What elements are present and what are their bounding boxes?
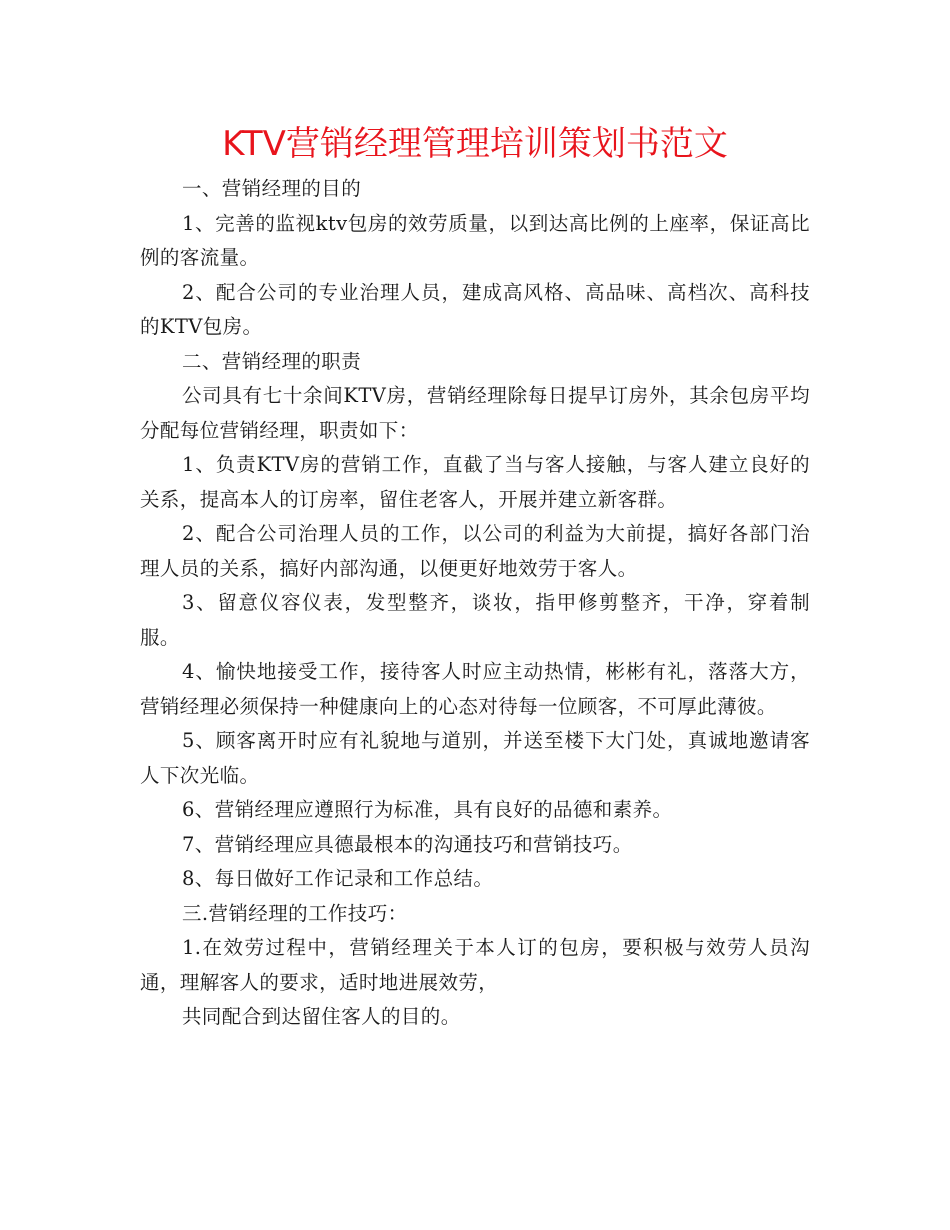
document-title: KTV营销经理管理培训策划书范文 — [222, 124, 728, 164]
document-body — [140, 172, 810, 1035]
paragraph-section-3-heading: 三.营销经理的工作技巧： — [182, 901, 408, 925]
paragraph: 4、愉快地接受工作，接待客人时应主动热情，彬彬有礼，落落大方，营销经理必须保持一种健康向上的心态对待每一位顾客，不可厚此薄彼。 — [140, 660, 810, 718]
paragraph: 2、配合公司的专业治理人员，建成高风格、高品味、高档次、高科技的KTV包房。 — [140, 280, 810, 338]
paragraph: 3、留意仪容仪表，发型整齐，谈妆，指甲修剪整齐，干净，穿着制服。 — [140, 591, 810, 649]
paragraph-section-2-heading: 二、营销经理的职责 — [182, 349, 362, 373]
paragraph: 5、顾客离开时应有礼貌地与道别，并送至楼下大门处，真诚地邀请客人下次光临。 — [140, 729, 810, 787]
paragraph: 6、营销经理应遵照行为标准，具有良好的品德和素养。 — [182, 798, 673, 821]
paragraph: 2、配合公司治理人员的工作，以公司的利益为大前提，搞好各部门治理人员的关系，搞好内部沟通，以便更好地效劳于客人。 — [140, 522, 810, 580]
paragraph: 共同配合到达留住客人的目的。 — [182, 1005, 461, 1028]
paragraph: 1、负责KTV房的营销工作，直截了当与客人接触，与客人建立良好的关系，提高本人的订房率，留住老客人，开展并建立新客群。 — [140, 453, 810, 511]
paragraph: 1.在效劳过程中，营销经理关于本人订的包房，要积极与效劳人员沟通，理解客人的要求，适时地进展效劳， — [140, 936, 810, 994]
paragraph: 8、每日做好工作记录和工作总结。 — [182, 867, 494, 890]
paragraph: 7、营销经理应具德最根本的沟通技巧和营销技巧。 — [182, 832, 633, 856]
paragraph: 1、完善的监视ktv包房的效劳质量，以到达高比例的上座率，保证高比例的客流量。 — [140, 211, 810, 269]
paragraph-section-1-heading: 一、营销经理的目的 — [182, 177, 362, 200]
paragraph: 公司具有七十余间KTV房，营销经理除每日提早订房外，其余包房平均分配每位营销经理，职责如下： — [140, 384, 810, 442]
